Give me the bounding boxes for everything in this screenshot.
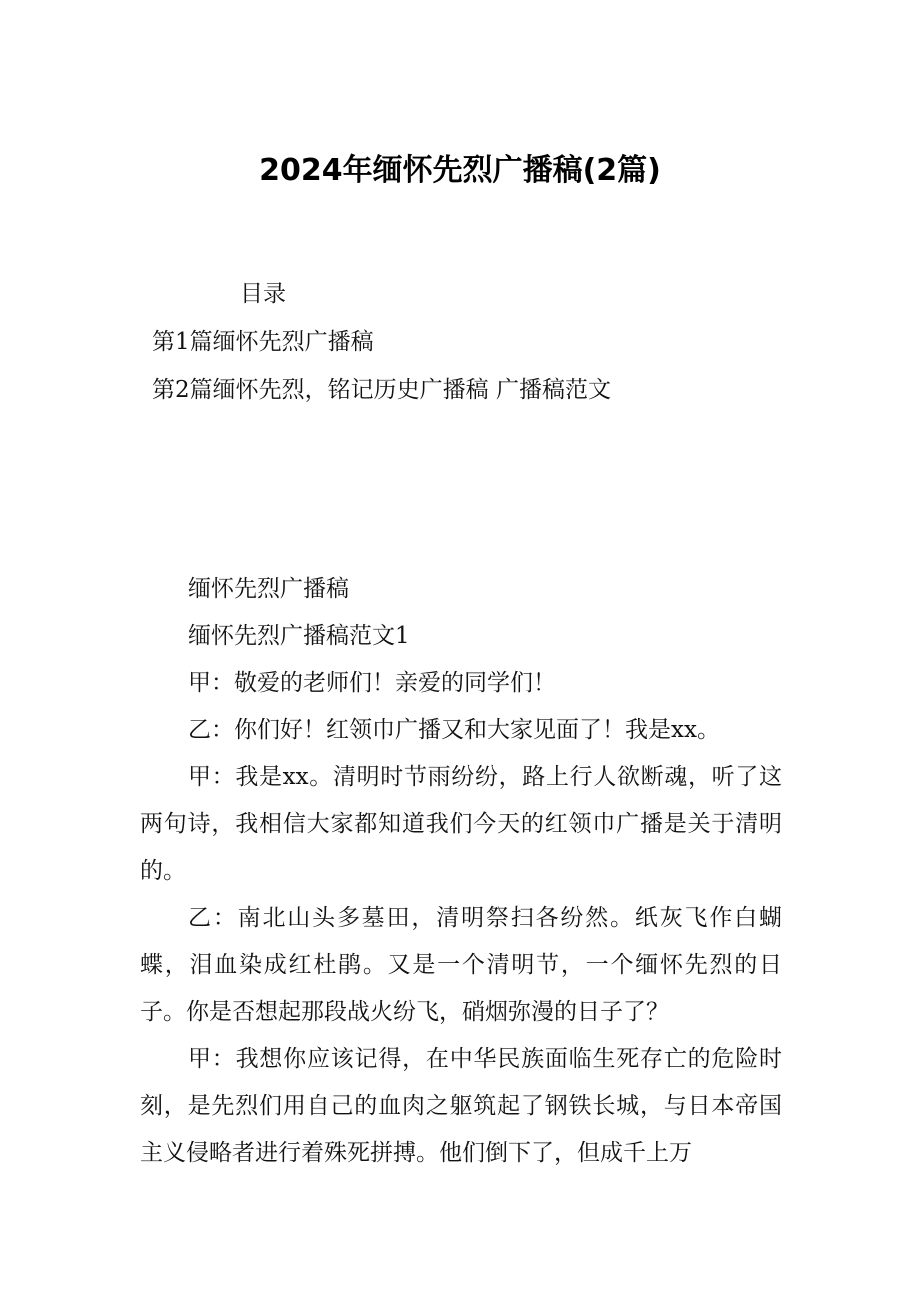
section-subheading: 缅怀先烈广播稿范文1 [188,623,410,649]
paragraph: 甲：敬爱的老师们！亲爱的同学们！ [188,670,556,696]
section-heading: 缅怀先烈广播稿 [188,576,349,602]
document-body [140,566,782,1177]
paragraph: 乙：你们好！红领巾广播又和大家见面了！我是xx。 [188,717,720,743]
paragraph: 甲：我是xx。清明时节雨纷纷，路上行人欲断魂，听了这两句诗，我相信大家都知道我们今天的红领巾广播是关于清明的。 [140,764,782,884]
paragraph: 甲：我想你应该记得，在中华民族面临生死存亡的危险时刻，是先烈们用自己的血肉之躯筑起了钢铁长城，与日本帝国主义侵略者进行着殊死拼搏。他们倒下了，但成千上万 [140,1046,782,1166]
paragraph: 乙：南北山头多墓田，清明祭扫各纷然。纸灰飞作白蝴蝶，泪血染成红杜鹃。又是一个清明节，一个缅怀先烈的日子。你是否想起那段战火纷飞，硝烟弥漫的日子了？ [140,905,782,1025]
toc-item-1[interactable]: 第1篇缅怀先烈广播稿 [152,329,374,355]
document-title: 2024年缅怀先烈广播稿(2篇) [259,153,661,188]
toc-item-2[interactable]: 第2篇缅怀先烈，铭记历史广播稿 广播稿范文 [152,377,611,403]
toc-heading: 目录 [240,281,286,307]
